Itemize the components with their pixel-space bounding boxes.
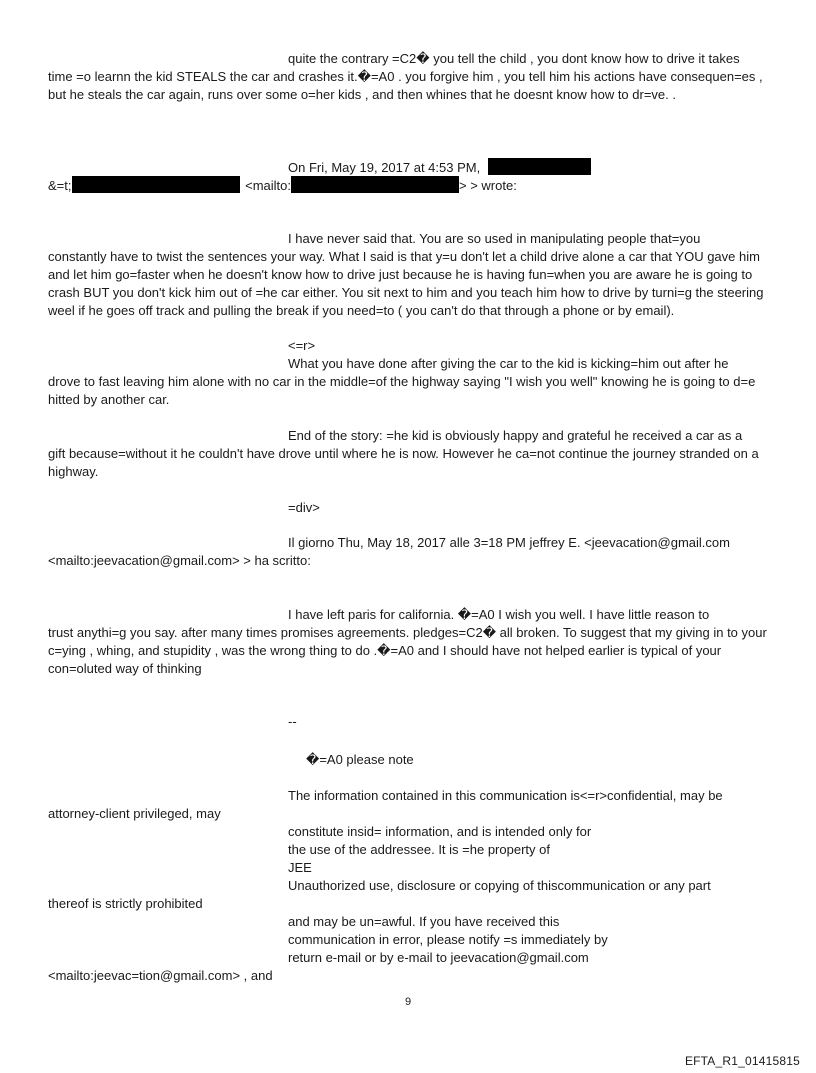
confidentiality-text: communication in error, please notify =s immediately by <box>288 932 608 947</box>
redaction-bar <box>488 158 591 175</box>
confidentiality-line-9 <box>288 931 778 949</box>
confidentiality-line-8 <box>288 913 778 931</box>
paragraph-6-first-line <box>288 606 778 624</box>
confidentiality-text: return e-mail or by e-mail to jeevacation@gmail.com <box>288 950 589 965</box>
paragraph-2-first-line <box>288 230 778 248</box>
confidentiality-text: <mailto:jeevac=tion@gmail.com> , and <box>48 968 273 983</box>
confidentiality-text: attorney-client privileged, may <box>48 806 221 821</box>
confidentiality-text: the use of the addressee. It is =he property of <box>288 842 550 857</box>
br-tag-text: <=r> <box>288 338 316 353</box>
confidentiality-text: Unauthorized use, disclosure or copying of thiscommunication or any part <box>288 878 711 893</box>
paragraph-6-rest-text: trust anythi=g you say. after many times promises agreements. pledges=C2� all broken. To suggest that my giving in to your c=ying , whing, and stupidity , was the wrong thing to do .�=A0 and I should have not helped earlier is typical of your con=oluted way of thinking <box>48 625 767 676</box>
confidentiality-line-4 <box>288 841 778 859</box>
div-tag-line <box>288 499 778 517</box>
paragraph-3-first-line <box>288 355 778 373</box>
confidentiality-line-11 <box>48 967 348 985</box>
paragraph-5-first-text: Il giorno Thu, May 18, 2017 alle 3=18 PM jeffrey E. <jeevacation@gmail.com <box>288 535 730 550</box>
paragraph-4-rest-text: gift because=without it he couldn't have drove until where he is now. However he ca=not continue the journey stranded on a highway. <box>48 446 759 479</box>
paragraph-1-first-line <box>288 50 778 68</box>
paragraph-1-body <box>48 68 770 104</box>
reply-header-sender-line <box>48 176 770 195</box>
paragraph-3-rest-text: drove to fast leaving him alone with no car in the middle=of the highway saying "I wish you well" knowing he is going to d=e hitted by another car. <box>48 374 756 407</box>
paragraph-2-first-text: I have never said that. You are so used in manipulating people that=you <box>288 231 701 246</box>
confidentiality-text: The information contained in this communication is<=r>confidential, may be <box>288 788 723 803</box>
paragraph-3-first-text: What you have done after giving the car to the kid is kicking=him out after he <box>288 356 729 371</box>
paragraph-5-body <box>48 552 770 570</box>
paragraph-2-body <box>48 248 770 320</box>
page-number: 9 <box>404 996 412 1008</box>
br-tag-line <box>288 337 778 355</box>
confidentiality-line-1 <box>288 787 778 805</box>
confidentiality-text: JEE <box>288 860 312 875</box>
confidentiality-text: thereof is strictly prohibited <box>48 896 203 911</box>
confidentiality-line-10 <box>288 949 778 967</box>
reply-header-line <box>288 158 778 177</box>
paragraph-6-body <box>48 624 770 678</box>
confidentiality-line-3 <box>288 823 778 841</box>
confidentiality-line-2 <box>48 805 348 823</box>
reply-header-date: On Fri, May 19, 2017 at 4:53 PM, <box>288 160 481 175</box>
document-id-stamp: EFTA_R1_01415815 <box>684 1054 800 1068</box>
confidentiality-text: and may be un=awful. If you have received this <box>288 914 560 929</box>
redaction-bar <box>72 176 240 193</box>
please-note-line <box>306 751 796 769</box>
paragraph-1-rest-text: time =o learnn the kid STEALS the car and crashes it.�=A0 . you forgive him , you tell him his actions have consequen=es , but he steals the car again, runs over some o=her kids , and then whines that he doesnt know how to dr=ve. . <box>48 69 763 102</box>
confidentiality-line-5 <box>288 859 778 877</box>
redaction-bar <box>291 176 459 193</box>
paragraph-4-body <box>48 445 770 481</box>
sender-prefix: &=t; <box>48 178 72 193</box>
paragraph-5-first-line <box>288 534 778 552</box>
paragraph-3-body <box>48 373 770 409</box>
signature-separator <box>288 713 778 731</box>
paragraph-2-rest-text: constantly have to twist the sentences your way. What I said is that y=u don't let a child drive alone a car that YOU gave him and let him go=faster when he doesn't know how to drive just because he is having fun=when you are aware he is going to crash BUT you don't kick him out of =he car either. You sit next to him and you teach him how to drive by turni=g the steering weel if he goes off track and pulling the break if you need=to ( you can't do that through a phone or by email). <box>48 249 764 318</box>
please-note-text: �=A0 please note <box>306 752 414 767</box>
paragraph-1-first-text: quite the contrary =C2� you tell the child , you dont know how to drive it takes <box>288 51 740 66</box>
paragraph-4-first-line <box>288 427 778 445</box>
mailto-prefix: <mailto: <box>245 178 292 193</box>
confidentiality-line-7 <box>48 895 348 913</box>
paragraph-4-first-text: End of the story: =he kid is obviously happy and grateful he received a car as a <box>288 428 743 443</box>
paragraph-6-first-text: I have left paris for california. �=A0 I wish you well. I have little reason to <box>288 607 710 622</box>
div-tag-text: =div> <box>288 500 320 515</box>
paragraph-5-rest-text: <mailto:jeevacation@gmail.com> > ha scritto: <box>48 553 311 568</box>
confidentiality-line-6 <box>288 877 778 895</box>
confidentiality-text: constitute insid= information, and is intended only for <box>288 824 592 839</box>
signature-dashes: -- <box>288 714 297 729</box>
wrote-suffix: > > wrote: <box>459 178 517 193</box>
